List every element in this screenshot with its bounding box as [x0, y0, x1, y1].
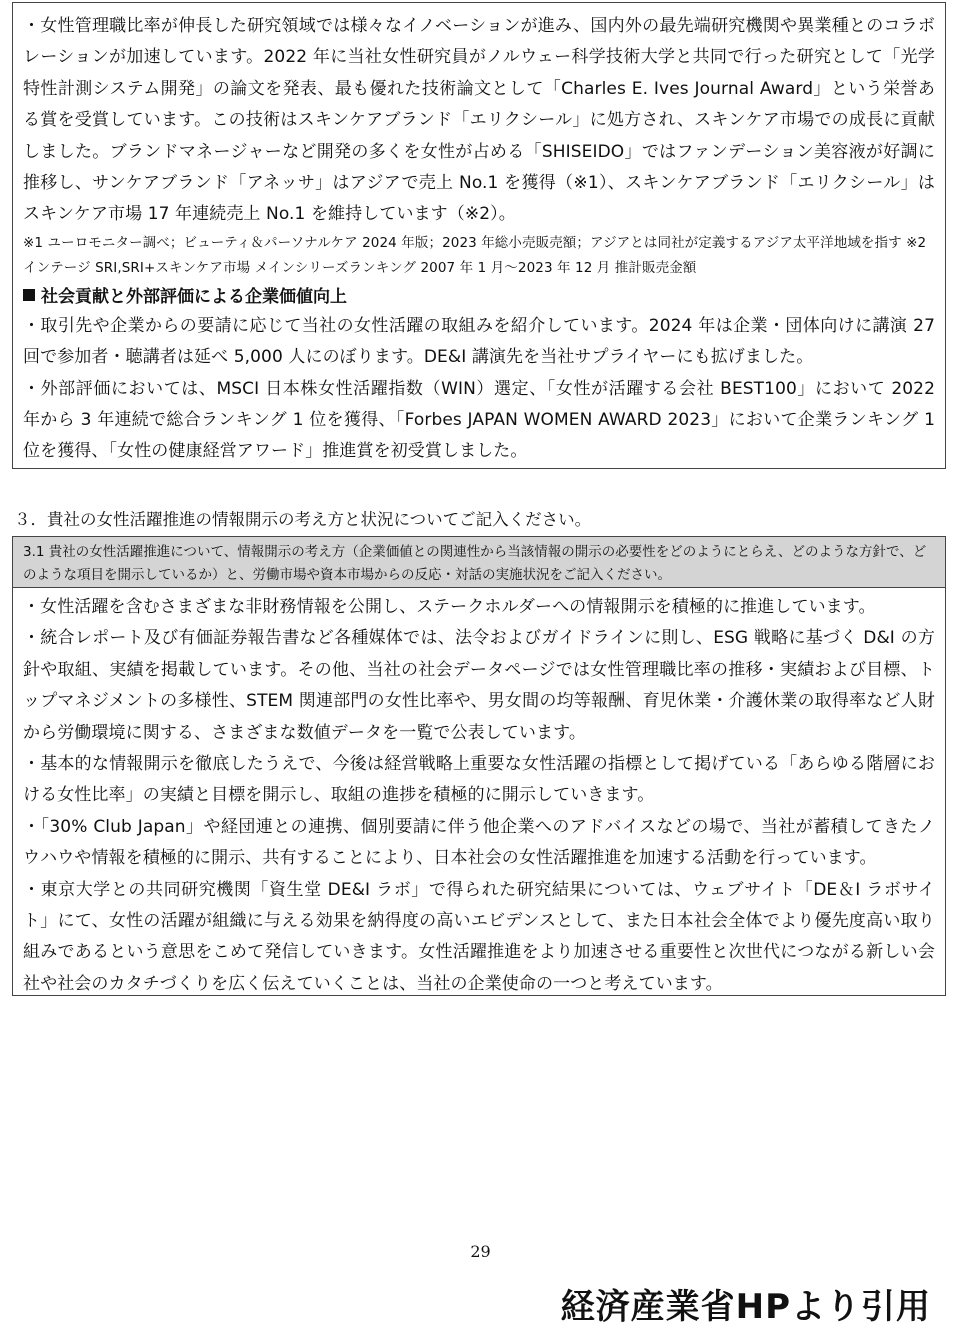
page-number: 29	[470, 1242, 491, 1261]
answer-paragraph: ・「30% Club Japan」や経団連との連携、個別要請に伴う他企業へのアドバイスなどの場で、当社が蓄積してきたノウハウや情報を積極的に開示、共有することにより、日本社会の女性活躍推進を加速する活動を行っています。	[23, 816, 935, 869]
subheading-text: 社会貢献と外部評価による企業価値向上	[41, 286, 347, 307]
footnote: ※1 ユーロモニター調べ；ビューティ＆パーソナルケア 2024 年版；2023 年総小売販売額；アジアとは同社が定義するアジア太平洋地域を指す ※2 インテージ SRI,SRI+スキンケア市場 メインシリーズランキング 2007 年 1 月～2023 年 12 月 推計販売金額	[23, 234, 927, 276]
source-credit: 経済産業省HPより引用	[560, 1287, 931, 1327]
paragraph-lectures: ・取引先や企業からの要請に応じて当社の女性活躍の取組みを紹介しています。2024 年は企業・団体向けに講演 27 回で参加者・聴講者は延べ 5,000 人にのぼります。DE&I 講演先を当社サプライヤーにも拡げました。	[23, 315, 935, 368]
question-3-1-text: 3.1 貴社の女性活躍推進について、情報開示の考え方（企業価値との関連性から当該情報の開示の必要性をどのようにとらえ、どのような方針で、どのような項目を開示しているか）と、労働市場や資本市場からの反応・対話の実施状況をご記入ください。	[23, 544, 927, 583]
answer-paragraph: ・東京大学との共同研究機関「資生堂 DE&I ラボ」で得られた研究結果については、ウェブサイト「DE＆I ラボサイト」にて、女性の活躍が組織に与える効果を納得度の高いエビデンスとして、また日本社会全体でより優先度高い取り組みであるという意思をこめて発信していきます。女性活躍推進をより加速させる重要性と次世代につながる新しい会社や社会のカタチづくりを広く伝えていくことは、当社の企業使命の一つと考えています。	[23, 879, 935, 994]
answer-paragraph: ・統合レポート及び有価証券報告書など各種媒体では、法令およびガイドラインに則し、ESG 戦略に基づく D&I の方針や取組、実績を掲載しています。その他、当社の社会データページでは女性管理職比率の推移・実績および目標、トップマネジメントの多様性、STEM 関連部門の女性比率や、男女間の均等報酬、育児休業・介護休業の取得率など人財から労働環境に関する、さまざまな数値データを一覧で公表しています。	[23, 628, 935, 743]
top-text-box	[12, 2, 946, 469]
section-3-title: ３．貴社の女性活躍推進の情報開示の考え方と状況についてご記入ください。	[14, 510, 592, 529]
answer-paragraph: ・女性活躍を含むさまざまな非財務情報を公開し、ステークホルダーへの情報開示を積極的に推進しています。	[23, 597, 876, 617]
square-bullet-icon	[23, 289, 35, 301]
subheading	[23, 283, 935, 311]
paragraph-external-evaluation: ・外部評価においては、MSCI 日本株女性活躍指数（WIN）選定、「女性が活躍する会社 BEST100」において 2022 年から 3 年連続で総合ランキング 1 位を獲得、「Forbes JAPAN WOMEN AWARD 2023」において企業ランキング 1 位を獲得、「女性の健康経営アワード」推進賞を初受賞しました。	[23, 378, 935, 462]
question-3-1-header	[12, 536, 946, 588]
paragraph-innovation: ・女性管理職比率が伸長した研究領域では様々なイノベーションが進み、国内外の最先端研究機関や異業種とのコラボレーションが加速しています。2022 年に当社女性研究員がノルウェー科学技術大学と共同で行った研究として「光学特性計測システム開発」の論文を発表、最も優れた技術論文として「Charles E. Ives Journal Award」という栄誉ある賞を受賞しています。この技術はスキンケアブランド「エリクシール」に処方され、スキンケア市場での成長に貢献しました。ブランドマネージャーなど開発の多くを女性が占める「SHISEIDO」ではファンデーション美容液が好調に推移し、サンケアブランド「アネッサ」はアジアで売上 No.1 を獲得（※1）、スキンケアブランド「エリクシール」はスキンケア市場 17 年連続売上 No.1 を維持しています（※2）。	[23, 16, 935, 225]
answer-paragraph: ・基本的な情報開示を徹底したうえで、今後は経営戦略上重要な女性活躍の指標として掲げている「あらゆる階層における女性比率」の実績と目標を開示し、取組の進捗を積極的に開示していきます。	[23, 754, 935, 806]
answer-3-1-box	[12, 588, 946, 996]
